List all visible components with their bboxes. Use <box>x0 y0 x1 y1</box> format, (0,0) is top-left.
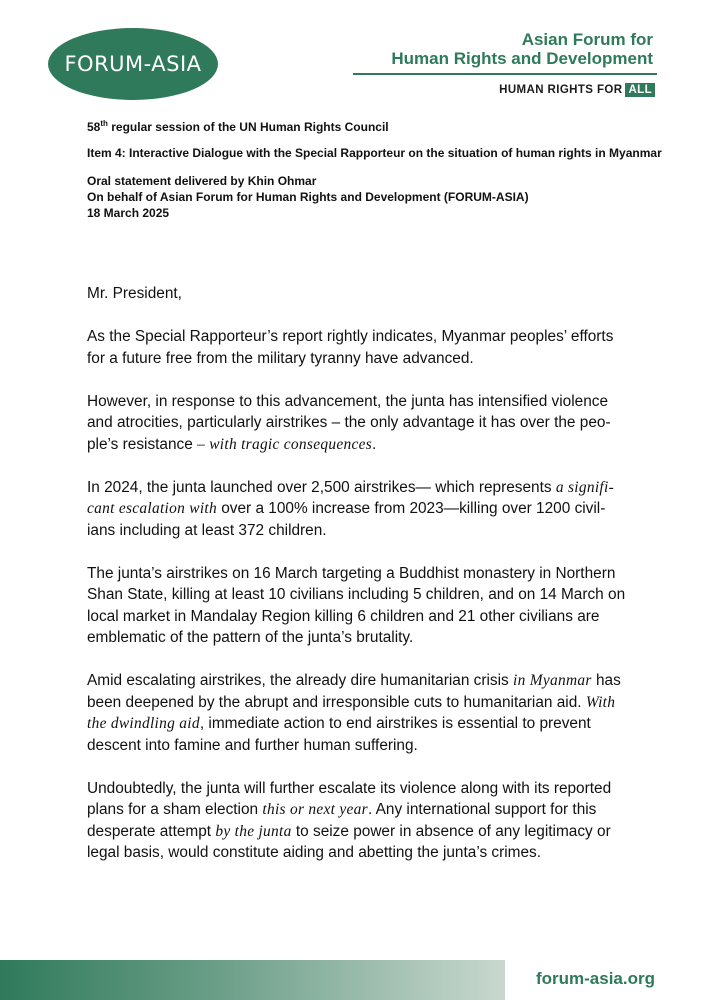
footer-website: forum-asia.org <box>535 969 655 988</box>
paragraph-2: However, in response to this advancement, the junta has intensified violence and atrocities, particularly airstrikes – the only advantage it has over the people’s resistance – with tragic consequences. <box>87 392 611 453</box>
footer-gradient-bar <box>0 960 505 1000</box>
session-heading: 58th regular session of the UN Human Rights Council <box>87 119 389 134</box>
paragraph-1: As the Special Rapporteur’s report rightly indicates, Myanmar peoples’ efforts for a future free from the military tyranny have advanced. <box>87 328 614 367</box>
agenda-item: Item 4: Interactive Dialogue with the Special Rapporteur on the situation of human rights in Myanmar <box>87 146 662 160</box>
paragraph-6: Undoubtedly, the junta will further escalate its violence along with its reported plans for a sham election this or next year. Any international support for this desperate attempt by the junta to seize power in absence of any legitimacy or legal basis, would constitute aiding and abetting the junta’s crimes. <box>87 779 612 861</box>
tagline-main: HUMAN RIGHTS FOR <box>499 84 623 96</box>
paragraph-3: In 2024, the junta launched over 2,500 airstrikes— which represents a significant escalation with over a 100% increase from 2023—killing over 1200 civilians including at least 372 children. <box>87 478 614 539</box>
paragraph-5: Amid escalating airstrikes, the already dire humanitarian crisis in Myanmar has been deepened by the abrupt and irresponsible cuts to humanitarian aid. With the dwindling aid, immediate action to end airstrikes is essential to prevent descent into famine and further human suffering. <box>87 672 621 754</box>
forum-asia-logo <box>48 28 218 100</box>
statement-date: 18 March 2025 <box>87 206 170 220</box>
org-name-line1: Asian Forum for <box>521 30 653 49</box>
delivered-by: Oral statement delivered by Khin Ohmar <box>87 174 317 188</box>
tagline <box>499 83 655 97</box>
tagline-accent: ALL <box>625 83 655 97</box>
org-name-line2: Human Rights and Development <box>391 49 653 68</box>
on-behalf: On behalf of Asian Forum for Human Rights and Development (FORUM-ASIA) <box>87 190 529 204</box>
statement-meta <box>87 116 667 221</box>
logo-text: FORUM-ASIA <box>64 52 202 76</box>
salutation: Mr. President, <box>87 285 182 302</box>
paragraph-4: The junta’s airstrikes on 16 March targeting a Buddhist monastery in Northern Shan State, killing at least 10 civilians including 5 children, and on 14 March on local market in Mandalay Region killing 6 children and 21 other civilians are emblematic of the pattern of the junta’s brutality. <box>87 564 626 646</box>
org-name <box>391 30 653 68</box>
header-divider <box>353 73 657 75</box>
statement-body <box>87 283 627 885</box>
